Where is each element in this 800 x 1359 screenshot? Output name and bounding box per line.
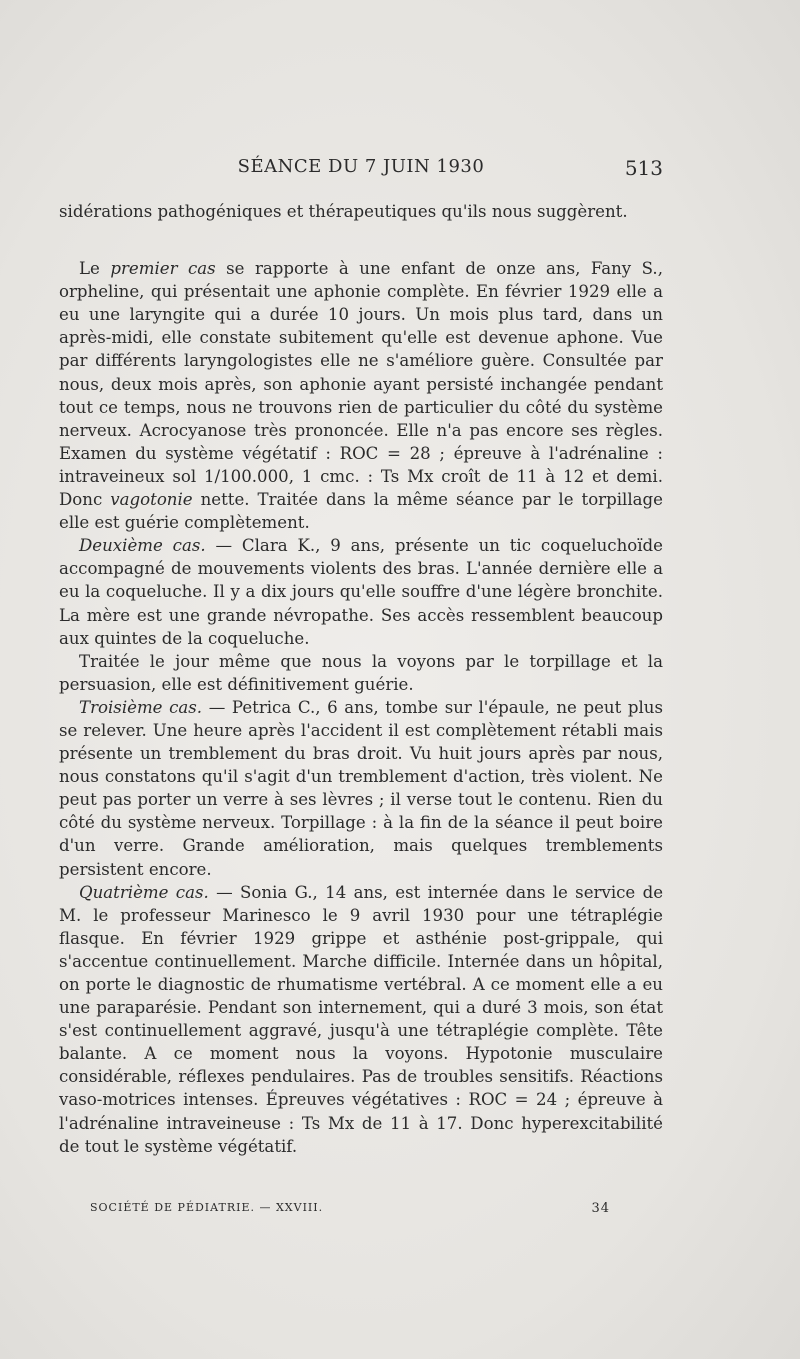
text-run: Le [79, 259, 111, 279]
text-run: — Clara K., 9 ans, présente un tic coqueluchoïde accompagné de mouvements violents des bras. L'année dernière elle a eu la coqueluche. Il y a dix jours qu'elle souffre d'une légère bronchite. La mère est une grande névropathe. Ses accès ressemblent beaucoup aux quintes de la coqueluche. [59, 536, 663, 648]
text-run: nette. Traitée dans la même séance par le torpillage elle est guérie complètement. [59, 490, 663, 533]
paragraph-third-case [59, 696, 663, 881]
case-heading: Deuxième cas. [79, 536, 206, 556]
text-run: se rapporte à une enfant de onze ans, Fany S., orpheline, qui présentait une aphonie complète. En février 1929 elle a eu une laryngite qui a durée 10 jours. Un mois plus tard, dans un après-midi, elle constate subitement qu'elle est devenue aphone. Vue par différents laryngologistes elle ne s'améliore guère. Consultée par nous, deux mois après, son aphonie ayant persisté inchangée pendant tout ce temps, nous ne trouvons rien de particulier du côté du système nerveux. Acrocyanose très prononcée. Elle n'a pas encore ses règles. Examen du système végétatif : ROC = 28 ; épreuve à l'adrénaline : intraveineux sol 1/100.000, 1 cmc. : Ts Mx croît de 11 à 12 et demi. Donc [59, 259, 663, 510]
journal-signature: SOCIÉTÉ DE PÉDIATRIE. — XXVIII. [90, 1201, 324, 1214]
page-header [59, 154, 663, 184]
running-title: SÉANCE DU 7 JUIN 1930 [237, 156, 485, 177]
case-heading: Troisième cas. [79, 697, 203, 717]
paragraph-second-case-treatment [59, 650, 663, 696]
paragraph-second-case [59, 534, 663, 649]
signature-mark: 34 [591, 1201, 610, 1216]
paragraph-continuation [59, 200, 663, 223]
text-run: sidérations pathogéniques et thérapeutiques qu'ils nous suggèrent. [59, 202, 628, 221]
case-heading: premier cas [110, 259, 216, 279]
body-text [59, 200, 663, 1158]
text-run: — Petrica C., 6 ans, tombe sur l'épaule, ne peut plus se relever. Une heure après l'accident il est complètement rétabli mais présente un tremblement du bras droit. Vu huit jours après par nous, nous constatons qu'il s'agit d'un tremblement d'action, très violent. Ne peut pas porter un verre à ses lèvres ; il verse tout le contenu. Rien du côté du système nerveux. Torpillage : à la fin de la séance il peut boire d'un verre. Grande amélioration, mais quelques tremblements persistent encore. [59, 697, 664, 879]
paragraph-first-case [59, 257, 663, 534]
page-footer [90, 1201, 610, 1221]
page-number: 513 [624, 156, 663, 180]
text-run: Traitée le jour même que nous la voyons par le torpillage et la persuasion, elle est définitivement guérie. [59, 651, 663, 694]
emphasis-term: vagotonie [110, 490, 193, 510]
paragraph-fourth-case [59, 881, 663, 1158]
text-run: — Sonia G., 14 ans, est internée dans le service de M. le professeur Marinesco le 9 avril 1930 pour une tétraplégie flasque. En février 1929 grippe et asthénie post-grippale, qui s'accentue continuellement. Marche difficile. Internée dans un hôpital, on porte le diagnostic de rhumatisme vertébral. A ce moment elle a eu une paraparésie. Pendant son internement, qui a duré 3 mois, son état s'est continuellement aggravé, jusqu'à une tétraplégie complète. Tête balante. A ce moment nous la voyons. Hypotonie musculaire considérable, réflexes pendulaires. Pas de troubles sensitifs. Réactions vaso-motrices intenses. Épreuves végétatives : ROC = 24 ; épreuve à l'adrénaline intraveineuse : Ts Mx de 11 à 17. Donc hyperexcitabilité de tout le système végétatif. [59, 882, 664, 1156]
case-heading: Quatrième cas. [79, 882, 209, 902]
